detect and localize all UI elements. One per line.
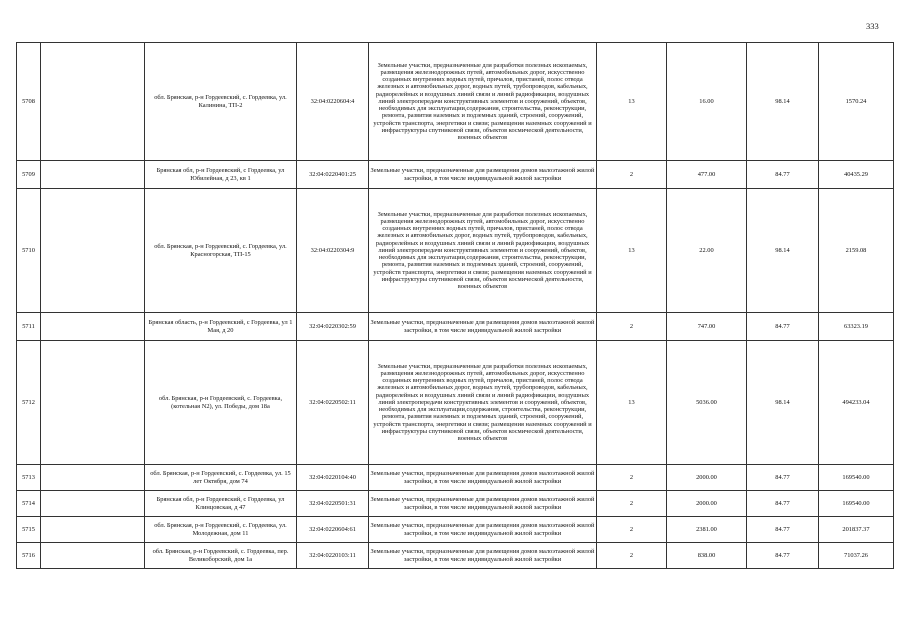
cadastral-value-cell: 169540.00	[819, 491, 894, 517]
cadastral-number-cell: 32:04:0220604:61	[297, 517, 369, 543]
area-cell: 477.00	[667, 161, 747, 189]
area-cell: 16.00	[667, 43, 747, 161]
address-cell: обл. Брянская, р-н Гордеевский, с. Гордеевка, ул. Молодежная, дом 11	[145, 517, 297, 543]
row-number: 5710	[17, 189, 41, 313]
area-cell: 838.00	[667, 543, 747, 569]
row-number: 5714	[17, 491, 41, 517]
cadastral-value-cell: 169540.00	[819, 465, 894, 491]
address-cell: обл. Брянская, р-н Гордеевский, с. Гордеевка, пер. Великоборский, дом 1а	[145, 543, 297, 569]
cadastral-value-cell: 2159.08	[819, 189, 894, 313]
empty-cell	[41, 465, 145, 491]
cadastral-number-cell: 32:04:0220104:40	[297, 465, 369, 491]
empty-cell	[41, 543, 145, 569]
table-row	[17, 161, 894, 189]
address-cell: Брянская обл, р-н Гордеевский, с Гордеевка, ул Клинцовская, д 47	[145, 491, 297, 517]
table-row	[17, 491, 894, 517]
empty-cell	[41, 161, 145, 189]
table-row	[17, 543, 894, 569]
cadastral-number-cell: 32:04:0220502:11	[297, 341, 369, 465]
cadastral-value-cell: 1570.24	[819, 43, 894, 161]
area-cell: 5036.00	[667, 341, 747, 465]
land-use-description-cell: Земельные участки, предназначенные для размещения домов малоэтажной жилой застройки, в том числе индивидуальной жилой застройки	[369, 313, 597, 341]
cadastral-number-cell: 32:04:0220604:4	[297, 43, 369, 161]
empty-cell	[41, 491, 145, 517]
page-number: 333	[866, 21, 879, 31]
land-use-description-cell: Земельные участки, предназначенные для размещения домов малоэтажной жилой застройки, в том числе индивидуальной жилой застройки	[369, 161, 597, 189]
cadastral-number-cell: 32:04:0220103:11	[297, 543, 369, 569]
land-use-description-cell: Земельные участки, предназначенные для размещения домов малоэтажной жилой застройки, в том числе индивидуальной жилой застройки	[369, 491, 597, 517]
address-cell: обл. Брянская, р-н Гордеевский, с. Гордеевка, ул. 15 лет Октября, дом 74	[145, 465, 297, 491]
table-row	[17, 341, 894, 465]
rate-cell: 84.77	[747, 465, 819, 491]
row-number: 5709	[17, 161, 41, 189]
area-cell: 2381.00	[667, 517, 747, 543]
cadastral-value-cell: 71037.26	[819, 543, 894, 569]
row-number: 5712	[17, 341, 41, 465]
category-cell: 13	[597, 189, 667, 313]
category-cell: 2	[597, 161, 667, 189]
category-cell: 13	[597, 43, 667, 161]
empty-cell	[41, 517, 145, 543]
rate-cell: 84.77	[747, 491, 819, 517]
registry-table	[16, 42, 894, 569]
rate-cell: 84.77	[747, 161, 819, 189]
address-cell: обл. Брянская, р-н Гордеевский, с. Гордеевка, ул. Красногорская, ТП-15	[145, 189, 297, 313]
address-cell: Брянская область, р-н Гордеевский, с Гордеевка, ул 1 Мая, д 20	[145, 313, 297, 341]
rate-cell: 84.77	[747, 517, 819, 543]
land-use-description-cell: Земельные участки, предназначенные для разработки полезных ископаемых, размещения железнодорожных путей, автомобильных дорог, искусственно созданных внутренних водных путей, причалов, пристаней, полос отвода железных и автомобильных дорог, водных путей, трубопроводов, кабельных, радиорелейных и воздушных линий связи и линий радиофикации, воздушных линий электропередачи конструктивных элементов и сооружений, объектов, необходимых для эксплуатации,содержания, строительства, реконструкции, ремонта, развития наземных и подземных зданий, строений, сооружений, устройств транспорта, энергетики и связи; размещения наземных сооружений и инфраструктуры спутниковой связи, объектов космической деятельности, военных объектов	[369, 43, 597, 161]
category-cell: 2	[597, 517, 667, 543]
land-use-description-cell: Земельные участки, предназначенные для размещения домов малоэтажной жилой застройки, в том числе индивидуальной жилой застройки	[369, 465, 597, 491]
rate-cell: 84.77	[747, 313, 819, 341]
rate-cell: 98.14	[747, 43, 819, 161]
empty-cell	[41, 43, 145, 161]
rate-cell: 98.14	[747, 189, 819, 313]
category-cell: 13	[597, 341, 667, 465]
land-use-description-cell: Земельные участки, предназначенные для размещения домов малоэтажной жилой застройки, в том числе индивидуальной жилой застройки	[369, 517, 597, 543]
cadastral-value-cell: 63323.19	[819, 313, 894, 341]
address-cell: обл. Брянская, р-н Гордеевский, с. Гордеевка, ул. Калинина, ТП-2	[145, 43, 297, 161]
cadastral-number-cell: 32:04:0220401:25	[297, 161, 369, 189]
land-use-description-cell: Земельные участки, предназначенные для разработки полезных ископаемых, размещения железнодорожных путей, автомобильных дорог, искусственно созданных внутренних водных путей, причалов, пристаней, полос отвода железных и автомобильных дорог, водных путей, трубопроводов, кабельных, радиорелейных и воздушных линий связи и линий радиофикации, воздушных линий электропередачи конструктивных элементов и сооружений, объектов, необходимых для эксплуатации,содержания, строительства, реконструкции, ремонта, развития наземных и подземных зданий, строений, сооружений, устройств транспорта, энергетики и связи; размещения наземных сооружений и инфраструктуры спутниковой связи, объектов космической деятельности, военных объектов	[369, 189, 597, 313]
address-cell: Брянская обл, р-н Гордеевский, с Гордеевка, ул Юбилейная, д 23, кв 1	[145, 161, 297, 189]
land-use-description-cell: Земельные участки, предназначенные для размещения домов малоэтажной жилой застройки, в том числе индивидуальной жилой застройки	[369, 543, 597, 569]
area-cell: 747.00	[667, 313, 747, 341]
row-number: 5711	[17, 313, 41, 341]
cadastral-value-cell: 201837.37	[819, 517, 894, 543]
row-number: 5715	[17, 517, 41, 543]
table-row	[17, 43, 894, 161]
table-body	[17, 43, 894, 569]
table-row	[17, 189, 894, 313]
cadastral-value-cell: 494233.04	[819, 341, 894, 465]
address-cell: обл. Брянская, р-н Гордеевский, с. Гордеевка, (котельная N2), ул. Победы, дом 18а	[145, 341, 297, 465]
empty-cell	[41, 313, 145, 341]
cadastral-value-cell: 40435.29	[819, 161, 894, 189]
area-cell: 2000.00	[667, 465, 747, 491]
empty-cell	[41, 341, 145, 465]
cadastral-number-cell: 32:04:0220501:31	[297, 491, 369, 517]
category-cell: 2	[597, 465, 667, 491]
table-row	[17, 517, 894, 543]
category-cell: 2	[597, 313, 667, 341]
category-cell: 2	[597, 543, 667, 569]
table-row	[17, 313, 894, 341]
area-cell: 22.00	[667, 189, 747, 313]
rate-cell: 98.14	[747, 341, 819, 465]
cadastral-number-cell: 32:04:0220304:9	[297, 189, 369, 313]
cadastral-number-cell: 32:04:0220302:59	[297, 313, 369, 341]
area-cell: 2000.00	[667, 491, 747, 517]
row-number: 5713	[17, 465, 41, 491]
row-number: 5716	[17, 543, 41, 569]
land-use-description-cell: Земельные участки, предназначенные для разработки полезных ископаемых, размещения железнодорожных путей, автомобильных дорог, искусственно созданных внутренних водных путей, причалов, пристаней, полос отвода железных и автомобильных дорог, водных путей, трубопроводов, кабельных, радиорелейных и воздушных линий связи и линий радиофикации, воздушных линий электропередачи конструктивных элементов и сооружений, объектов, необходимых для эксплуатации,содержания, строительства, реконструкции, ремонта, развития наземных и подземных зданий, строений, сооружений, устройств транспорта, энергетики и связи; размещения наземных сооружений и инфраструктуры спутниковой связи, объектов космической деятельности, военных объектов	[369, 341, 597, 465]
table-row	[17, 465, 894, 491]
rate-cell: 84.77	[747, 543, 819, 569]
empty-cell	[41, 189, 145, 313]
category-cell: 2	[597, 491, 667, 517]
row-number: 5708	[17, 43, 41, 161]
